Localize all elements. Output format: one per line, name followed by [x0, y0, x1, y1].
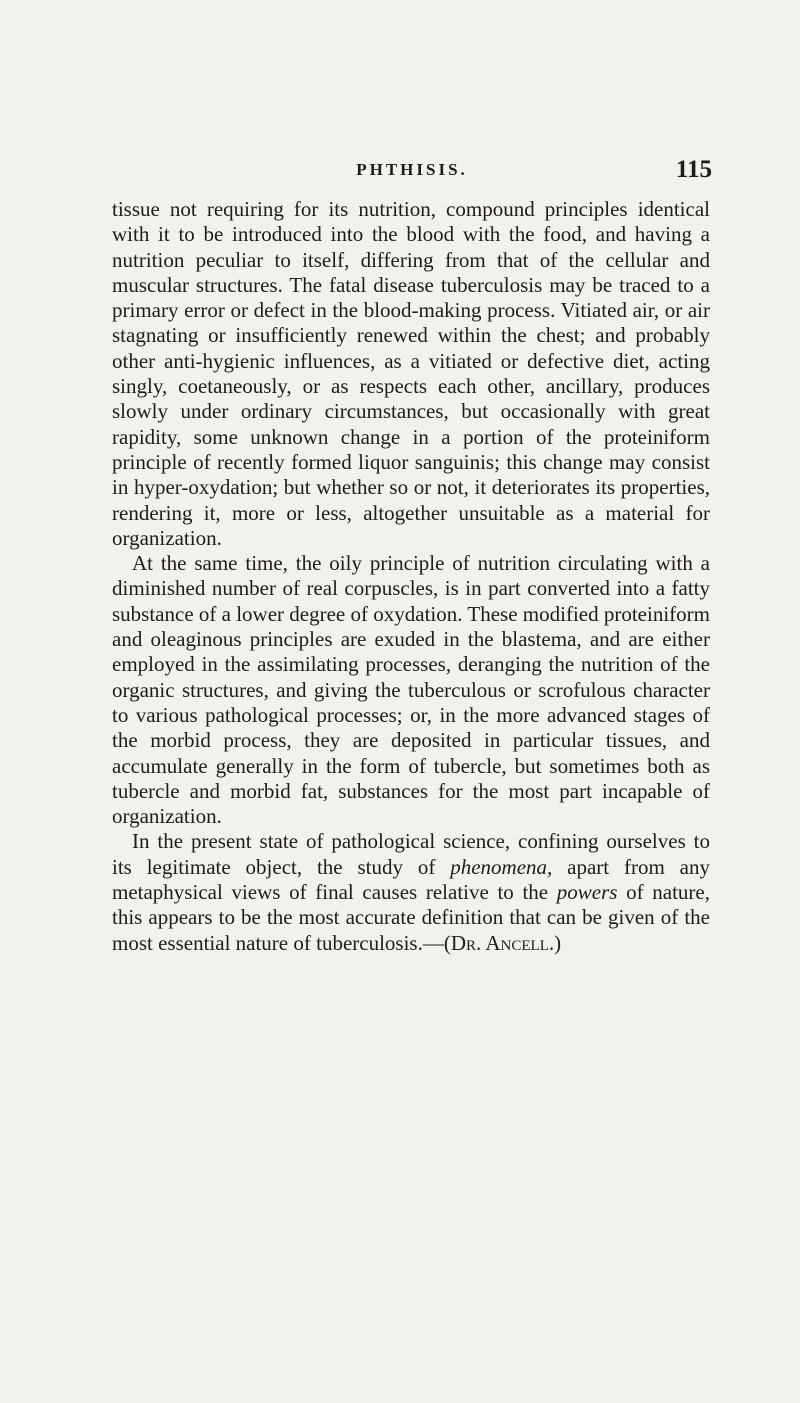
paragraph-3: [112, 829, 710, 955]
paragraph-2: At the same time, the oily principle of nutrition circulating with a diminished number of real corpuscles, is in part converted into a fatty substance of a lower degree of oxydation. These modified proteiniform and oleaginous principles are exuded in the blastema, and are either employed in the assimilating processes, deranging the nutrition of the organic structures, and giving the tuberculous or scrofulous character to various pathological processes; or, in the more advanced stages of the morbid process, they are deposited in particular tissues, and accumulate generally in the form of tubercle, but sometimes both as tubercle and morbid fat, substances for the most part incapable of organization.: [112, 551, 710, 829]
author-signature: (Dr. Ancell.): [443, 930, 562, 955]
page-header: [112, 156, 712, 190]
running-head: PHTHISIS.: [356, 160, 468, 179]
body-text: [112, 197, 710, 956]
emphasis-powers: powers: [556, 880, 618, 905]
paragraph-3-part-1: In the present state of pathological science, confining ourselves to its legitimate object, the study of: [112, 829, 710, 879]
paragraph-1: tissue not requiring for its nutrition, compound principles identical with it to be introduced into the blood with the food, and having a nutrition peculiar to itself, differing from that of the cellular and muscular structures. The fatal disease tuberculosis may be traced to a primary error or defect in the blood-making process. Vitiated air, or air stagnating or insufficiently renewed within the chest; and probably other anti-hygienic influences, as a vitiated or defective diet, acting singly, coetaneously, or as respects each other, ancillary, produces slowly under ordinary circumstances, but occasionally with great rapidity, some unknown change in a portion of the proteiniform principle of recently formed liquor sanguinis; this change may consist in hyper-oxydation; but whether so or not, it deteriorates its properties, rendering it, more or less, altogether unsuitable as a material for organization.: [112, 197, 710, 550]
paragraph-3-part-2: apart from any metaphysical views of final causes relative to the: [112, 854, 710, 905]
emphasis-phenomena: phenomena,: [450, 854, 553, 879]
page-number: 115: [675, 156, 712, 183]
paragraph-3-part-3: of nature, this appears to be the most accurate definition that can be given of the most essential nature of tuberculosis.—: [112, 880, 710, 955]
